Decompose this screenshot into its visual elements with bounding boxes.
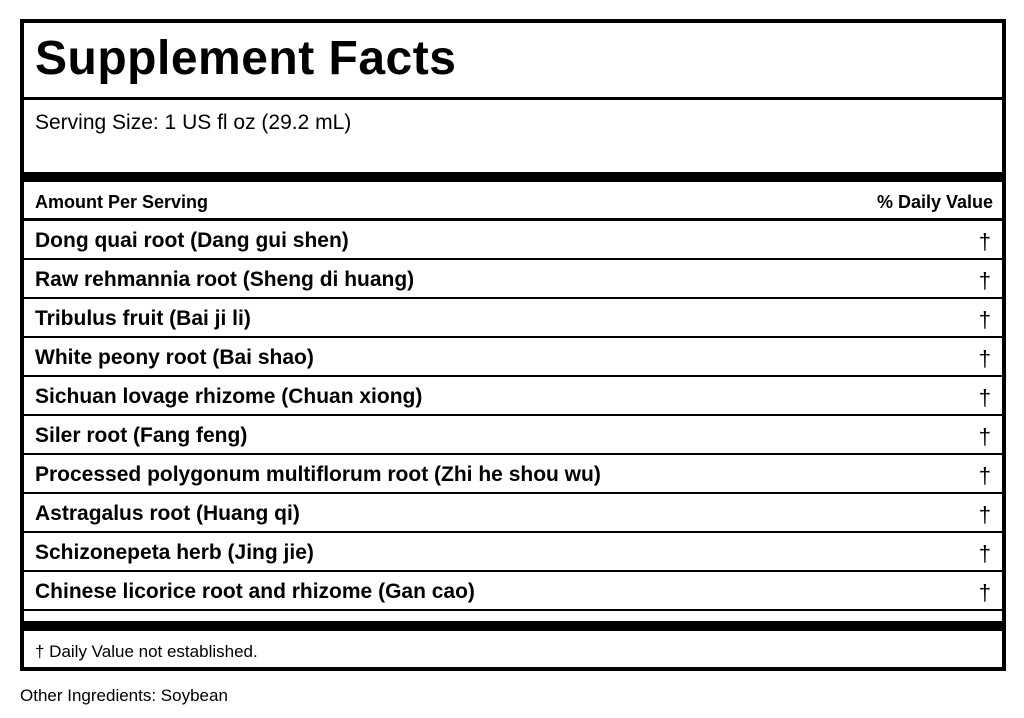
- ingredient-list: [24, 221, 1002, 611]
- ingredient-dv: †: [978, 541, 991, 566]
- ingredient-row: [24, 572, 1002, 611]
- ingredient-name: Tribulus fruit (Bai ji li): [35, 307, 251, 330]
- daily-value-label: % Daily Value: [876, 192, 993, 212]
- thick-divider-bottom: [24, 621, 1002, 631]
- ingredient-row: [24, 260, 1002, 299]
- ingredient-name: Siler root (Fang feng): [35, 424, 248, 447]
- ingredient-dv: †: [978, 463, 991, 488]
- ingredient-dv: †: [978, 424, 991, 449]
- ingredient-name: Sichuan lovage rhizome (Chuan xiong): [35, 385, 423, 408]
- ingredient-name: Astragalus root (Huang qi): [35, 502, 300, 525]
- other-ingredients: Other Ingredients: Soybean: [20, 686, 228, 705]
- amount-per-serving-label: Amount Per Serving: [35, 192, 209, 212]
- ingredient-dv: †: [978, 385, 991, 410]
- ingredient-row: [24, 221, 1002, 260]
- supplement-facts-panel: [20, 19, 1006, 671]
- ingredient-dv: †: [978, 502, 991, 527]
- title-section: [24, 23, 1002, 100]
- ingredient-row: [24, 455, 1002, 494]
- ingredient-row: [24, 533, 1002, 572]
- ingredient-row: [24, 416, 1002, 455]
- thick-divider-top: [24, 172, 1002, 182]
- column-header-row: [24, 182, 1002, 221]
- ingredient-name: Schizonepeta herb (Jing jie): [35, 541, 314, 564]
- ingredient-dv: †: [978, 580, 991, 605]
- panel-title: Supplement Facts: [35, 32, 457, 85]
- ingredient-name: Dong quai root (Dang gui shen): [35, 229, 349, 252]
- ingredient-row: [24, 377, 1002, 416]
- ingredient-name: White peony root (Bai shao): [35, 346, 314, 369]
- serving-section: [24, 100, 1002, 172]
- ingredient-name: Raw rehmannia root (Sheng di huang): [35, 268, 415, 291]
- ingredient-name: Processed polygonum multiflorum root (Zhi he shou wu): [35, 463, 601, 486]
- ingredient-row: [24, 494, 1002, 533]
- ingredient-dv: †: [978, 268, 991, 293]
- footnote: † Daily Value not established.: [35, 642, 258, 661]
- ingredient-dv: †: [978, 229, 991, 254]
- ingredient-name: Chinese licorice root and rhizome (Gan cao): [35, 580, 475, 603]
- serving-size: Serving Size: 1 US fl oz (29.2 mL): [35, 111, 352, 134]
- ingredient-dv: †: [978, 346, 991, 371]
- ingredient-dv: †: [978, 307, 991, 332]
- ingredient-row: [24, 299, 1002, 338]
- ingredient-row: [24, 338, 1002, 377]
